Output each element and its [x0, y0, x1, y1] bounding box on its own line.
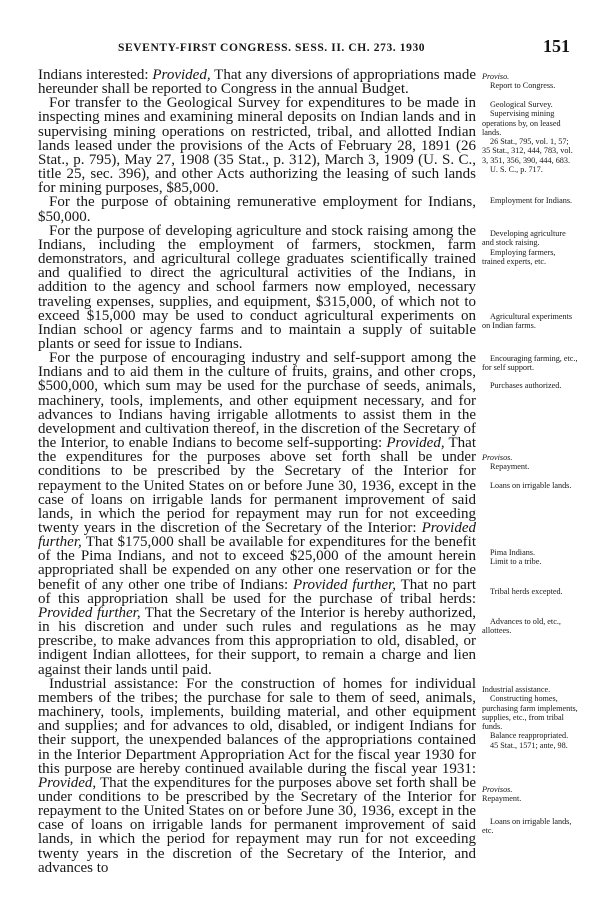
- marginal-note-advances: [482, 617, 578, 636]
- marginal-note-line: [482, 685, 578, 694]
- marginal-note-purchases: [482, 381, 578, 390]
- marginal-note-line: [482, 741, 578, 750]
- marginal-note-line: [482, 381, 578, 390]
- marginal-note-text: Tribal herds excepted.: [490, 587, 563, 596]
- marginal-note-text: Industrial assistance.: [482, 685, 551, 694]
- marginal-note-loans-irrigable-2: [482, 817, 578, 836]
- marginal-note-line: [482, 462, 578, 471]
- paragraph-text: That $175,000 shall be available for expenditures for the benefit of the Pima Indians, and not to exceed $25,000 of the amount herein appropriated shall be expended on any other one reservation or for the benefit of any other one tribe of Indians:: [38, 534, 476, 593]
- marginal-note-provisos-repayment-2: [482, 785, 578, 804]
- marginal-note-text: 45 Stat., 1571; ante, 98.: [490, 740, 568, 750]
- proviso-italic-text: Provided further,: [293, 576, 397, 593]
- marginal-note-text: Encouraging farming, etc., for self support.: [482, 354, 578, 373]
- marginal-note-line: [482, 72, 578, 81]
- marginal-note-line: [482, 312, 578, 331]
- marginal-note-agricultural-experiments: [482, 312, 578, 331]
- paragraph-text: For the purpose of obtaining remunerative employment for Indians, $50,000.: [38, 194, 476, 225]
- proviso-italic-text: Provided further,: [38, 604, 141, 621]
- marginal-note-text: Developing agriculture and stock raising.: [482, 229, 566, 248]
- marginal-note-text: Employment for Indians.: [490, 196, 573, 205]
- marginal-note-text: Agricultural experiments on Indian farms.: [482, 312, 573, 331]
- marginal-note-line: [482, 481, 578, 490]
- paragraph-text: That the expenditures for the purposes above set forth shall be under conditions to be prescribed by the Secretary of the Interior for repayment to the United States on or before June 30, 1936, except in the case of loans on irrigable lands for permanent improvement of said lands, in which the period for repayment may run for not exceeding twenty years in the discretion of the Secretary of the Interior, and advances to: [38, 774, 476, 876]
- marginal-note-text: Advances to old, etc., allottees.: [482, 617, 561, 636]
- marginal-note-text: Limit to a tribe.: [490, 557, 542, 567]
- paragraph-text: That any diversions of appropriations made hereunder shall be reported to Congress in the annual Budget.: [38, 67, 476, 98]
- marginal-note-line: [482, 137, 578, 165]
- marginal-note-geological-survey: [482, 100, 578, 174]
- proviso-italic-text: Provided,: [386, 435, 445, 452]
- marginal-note-agriculture: [482, 229, 578, 266]
- paragraph-geological-survey: [38, 96, 476, 195]
- paragraph-text: That the expenditures for the purposes above set forth shall be under conditions to be prescribed by the Secretary of the Interior for repayment to the United States on or before June 30, 1936, except in the case of loans on irrigable lands for permanent improvement of said lands, in which the period for repayment may run for not exceeding twenty years in the discretion of the Secretary of the Interior:: [38, 435, 477, 536]
- marginal-note-line: [482, 617, 578, 636]
- marginal-note-line: [482, 453, 578, 462]
- proviso-italic-text: Provided,: [38, 774, 97, 791]
- marginal-note-text: Purchases authorized.: [490, 381, 562, 390]
- paragraph-diversions: [38, 68, 476, 96]
- paragraph-text: That the Secretary of the Interior is hereby authorized, in his discretion and under such rules and regulations as he may prescribe, to make advances from this appropriation to old, disabled, or indigent Indian allottees, for their support, to remain a charge and lien against their lands until paid.: [38, 604, 476, 678]
- marginal-note-italic: Provisos.: [482, 453, 513, 462]
- marginal-note-proviso-report: [482, 72, 578, 91]
- marginal-note-text: Geological Survey.: [490, 100, 553, 109]
- paragraph-industrial-assistance: [38, 677, 476, 875]
- paragraph-text: Indians interested:: [38, 67, 153, 83]
- marginal-note-text: Balance reappropriated.: [490, 731, 569, 741]
- marginal-note-provisos-repayment: [482, 453, 578, 472]
- marginal-note-line: [482, 354, 578, 373]
- page-number: 151: [543, 36, 570, 56]
- paragraph-text: For the purpose of encouraging industry and self-support among the Indians and to aid them in the culture of fruits, grains, and other crops, $500,000, which sum may be used for the purchase of seeds, animals, machinery, tools, implements, and other equipment necessary, and for advances to Indians having irrigable allotments to assist them in the development and cultivation thereof, in the discretion of the Secretary of the Interior, to enable Indians to become self-supporting:: [38, 350, 476, 452]
- marginal-note-employment: [482, 196, 578, 205]
- marginal-note-text: Loans on irrigable lands, etc.: [482, 817, 572, 836]
- paragraph-text: For the purpose of developing agriculture and stock raising among the Indians, including the employment of farmers, stockmen, farm demonstrators, and agricultural college graduates scientifically trained and qualified to direct the agricultural activities of the Indians, in addition to the agency and school farmers now employed, necessary traveling expenses, supplies, and equipment, $315,000, of which not to exceed $15,000 may be used to conduct agricultural experiments on Indian school or agency farms and to maintain a supply of suitable plants or seed for issue to Indians.: [38, 222, 476, 352]
- paragraph-agriculture: [38, 224, 476, 351]
- marginal-note-line: [482, 81, 578, 90]
- marginal-note-line: [482, 196, 578, 205]
- running-head: SEVENTY-FIRST CONGRESS. SESS. II. CH. 273. 1930: [118, 42, 426, 54]
- marginal-note-line: [482, 694, 578, 731]
- marginal-note-italic: Proviso.: [482, 72, 510, 81]
- paragraph-industry-self-support: [38, 351, 476, 677]
- marginal-note-line: [482, 229, 578, 248]
- marginal-note-line: [482, 557, 578, 566]
- paragraph-text: Industrial assistance: For the construction of homes for individual members of the tribes; the purchase for sale to them of seed, animals, machinery, tools, implements, building material, and other equipment and supplies; and for advances to old, disabled, or indigent Indians for their support, the unexpended balances of the appropriations contained in the Interior Department Appropriation Act for the fiscal year 1930 for this purpose are hereby continued available during the fiscal year 1931:: [38, 675, 476, 777]
- marginal-note-industrial-assistance: [482, 685, 578, 750]
- marginal-note-text: Constructing homes, purchasing farm implements, supplies, etc., from tribal funds.: [482, 694, 578, 732]
- marginal-note-line: [482, 100, 578, 109]
- marginal-note-line: [482, 587, 578, 596]
- marginal-note-pima-indians: [482, 548, 578, 567]
- marginal-note-text: Repayment.: [482, 794, 522, 804]
- marginal-note-line: [482, 817, 578, 836]
- paragraph-text: For transfer to the Geological Survey for expenditures to be made in inspecting mines and examining mineral deposits on Indian lands and in supervising mining operations on restricted, tribal, and allotted Indian lands leased under the provisions of the Acts of February 28, 1891 (26 Stat., p. 795), May 27, 1908 (35 Stat., p. 312), March 3, 1909 (U. S. C., title 25, sec. 396), and other Acts authorizing the leasing of such lands for mining purposes, $85,000.: [38, 95, 476, 197]
- marginal-note-line: [482, 165, 578, 174]
- marginal-note-text: Loans on irrigable lands.: [490, 481, 572, 490]
- marginal-note-line: [482, 785, 578, 794]
- marginal-note-line: [482, 248, 578, 267]
- marginal-note-line: [482, 731, 578, 740]
- marginal-note-text: Pima Indians.: [490, 548, 536, 557]
- marginal-note-loans-irrigable: [482, 481, 578, 490]
- paragraph-employment: [38, 195, 476, 223]
- marginal-note-text: Employing farmers, trained experts, etc.: [482, 247, 556, 266]
- marginal-note-italic: Provisos.: [482, 785, 513, 794]
- statute-text: [38, 68, 476, 875]
- marginal-note-text: 26 Stat., 795, vol. 1, 57; 35 Stat., 312, 444, 783, vol. 3, 351, 356, 390, 444, 683.: [482, 137, 573, 165]
- marginal-note-encouraging-farming: [482, 354, 578, 373]
- marginal-note-text: U. S. C., p. 717.: [490, 165, 543, 175]
- marginal-note-line: [482, 794, 578, 803]
- marginal-note-text: Repayment.: [490, 462, 530, 472]
- marginal-note-line: [482, 109, 578, 137]
- marginal-note-line: [482, 548, 578, 557]
- paragraph-text: That no part of this appropriation shall be used for the purchase of tribal herds:: [38, 576, 477, 607]
- marginal-note-text: Report to Congress.: [490, 81, 556, 91]
- proviso-italic-text: Provided further,: [38, 520, 476, 551]
- marginal-note-tribal-herds: [482, 587, 578, 596]
- marginal-note-text: Supervising mining operations by, on leased lands.: [482, 109, 561, 137]
- proviso-italic-text: Provided,: [152, 67, 211, 83]
- page-header: [38, 38, 570, 64]
